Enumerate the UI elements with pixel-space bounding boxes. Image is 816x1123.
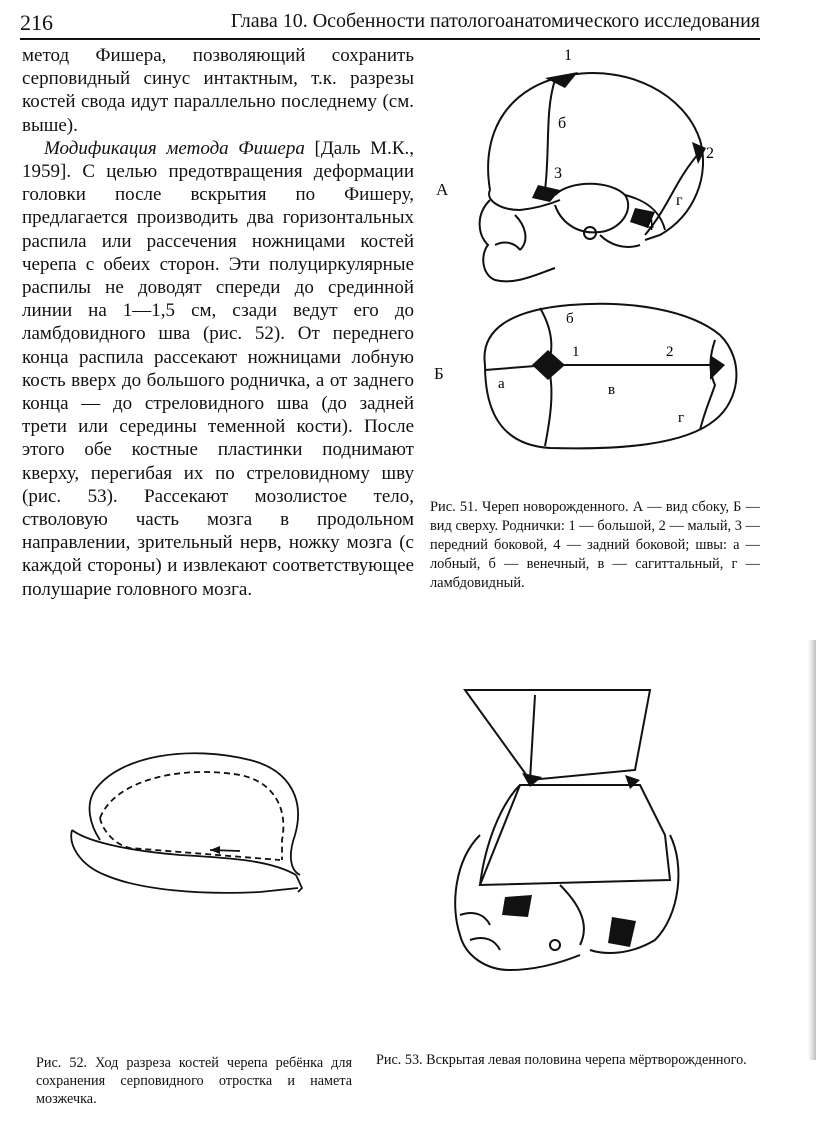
method-heading: Модификация метода Фишера	[44, 137, 305, 159]
page-number: 216	[20, 10, 53, 35]
fig52-cut-diagram	[60, 730, 320, 920]
fig52-caption: Рис. 52. Ход разреза костей черепа ребёнка для сохранения серповидного отростка и намета мозжечка.	[36, 1055, 352, 1107]
fig51a-label-3: 3	[554, 165, 562, 182]
fig51b-label-2: 2	[666, 344, 674, 360]
fig51a-label-g: г	[676, 192, 683, 209]
fig51-panel-a-label: А	[436, 180, 449, 199]
fig53-caption: Рис. 53. Вскрытая левая половина черепа мёртворожденного.	[376, 1052, 747, 1068]
fig51-skull-top-view	[470, 290, 750, 460]
fig51a-label-b: б	[558, 115, 567, 132]
fig51b-label-b: б	[566, 311, 574, 327]
fig51-caption: Рис. 51. Череп новорожденного. А — вид сбоку, Б — вид сверху. Роднички: 1 — большой, 2 — малый, 3 — передний боковой, 4 — задний боковой; швы: а — лобный, б — венечный, в — сагиттальный, г — ламбдовидный.	[430, 499, 760, 591]
fig53-opened-skull	[440, 685, 690, 980]
running-title: Глава 10. Особенности патологоанатомического исследования	[230, 10, 760, 32]
fig51a-label-4: 4	[646, 217, 654, 234]
paragraph-2-text: [Даль М.К., 1959]. С целью предотвращения деформации головки после вскрытия по Фишеру, предлагается производить два горизонтальных распила или рассечения ножницами костей черепа с обеих сторон. Эти полуциркулярные распилы не доводят спереди до срединной линии на 1—1,5 см, сзади ведут его до ламбдовидного шва (рис. 52). От переднего конца распила рассекают ножницами лобную кость вверх до большого родничка, а от заднего конца — до стреловидного шва (до задней трети или середины теменной кости). После этого обе костные пластинки поднимают кверху, перегибая их по стреловидному шву (рис. 53). Рассекают мозолистое тело, стволовую часть мозга в продольном направлении, зрительный нерв, ножку мозга (с каждой стороны) и извлекают соответствующее полушарие головного мозга.	[22, 137, 414, 600]
fig51b-label-v: в	[608, 382, 616, 398]
fig51b-label-g: г	[678, 410, 685, 426]
fig51b-label-a: а	[498, 376, 505, 392]
page-header	[20, 8, 760, 40]
fig51a-label-1: 1	[564, 47, 572, 64]
fig51b-label-1: 1	[572, 344, 580, 360]
fig51-panel-b-label: Б	[434, 364, 444, 383]
body-text	[22, 44, 414, 601]
fig51-skull-side-view	[460, 40, 750, 300]
scan-binding-edge	[808, 640, 816, 1060]
fig51a-label-2: 2	[706, 145, 714, 162]
paragraph-1: метод Фишера, позволяющий сохранить серповидный синус интактным, т.к. разрезы костей свода идут параллельно последнему (см. выше).	[22, 45, 414, 136]
paragraph-2	[22, 137, 414, 601]
